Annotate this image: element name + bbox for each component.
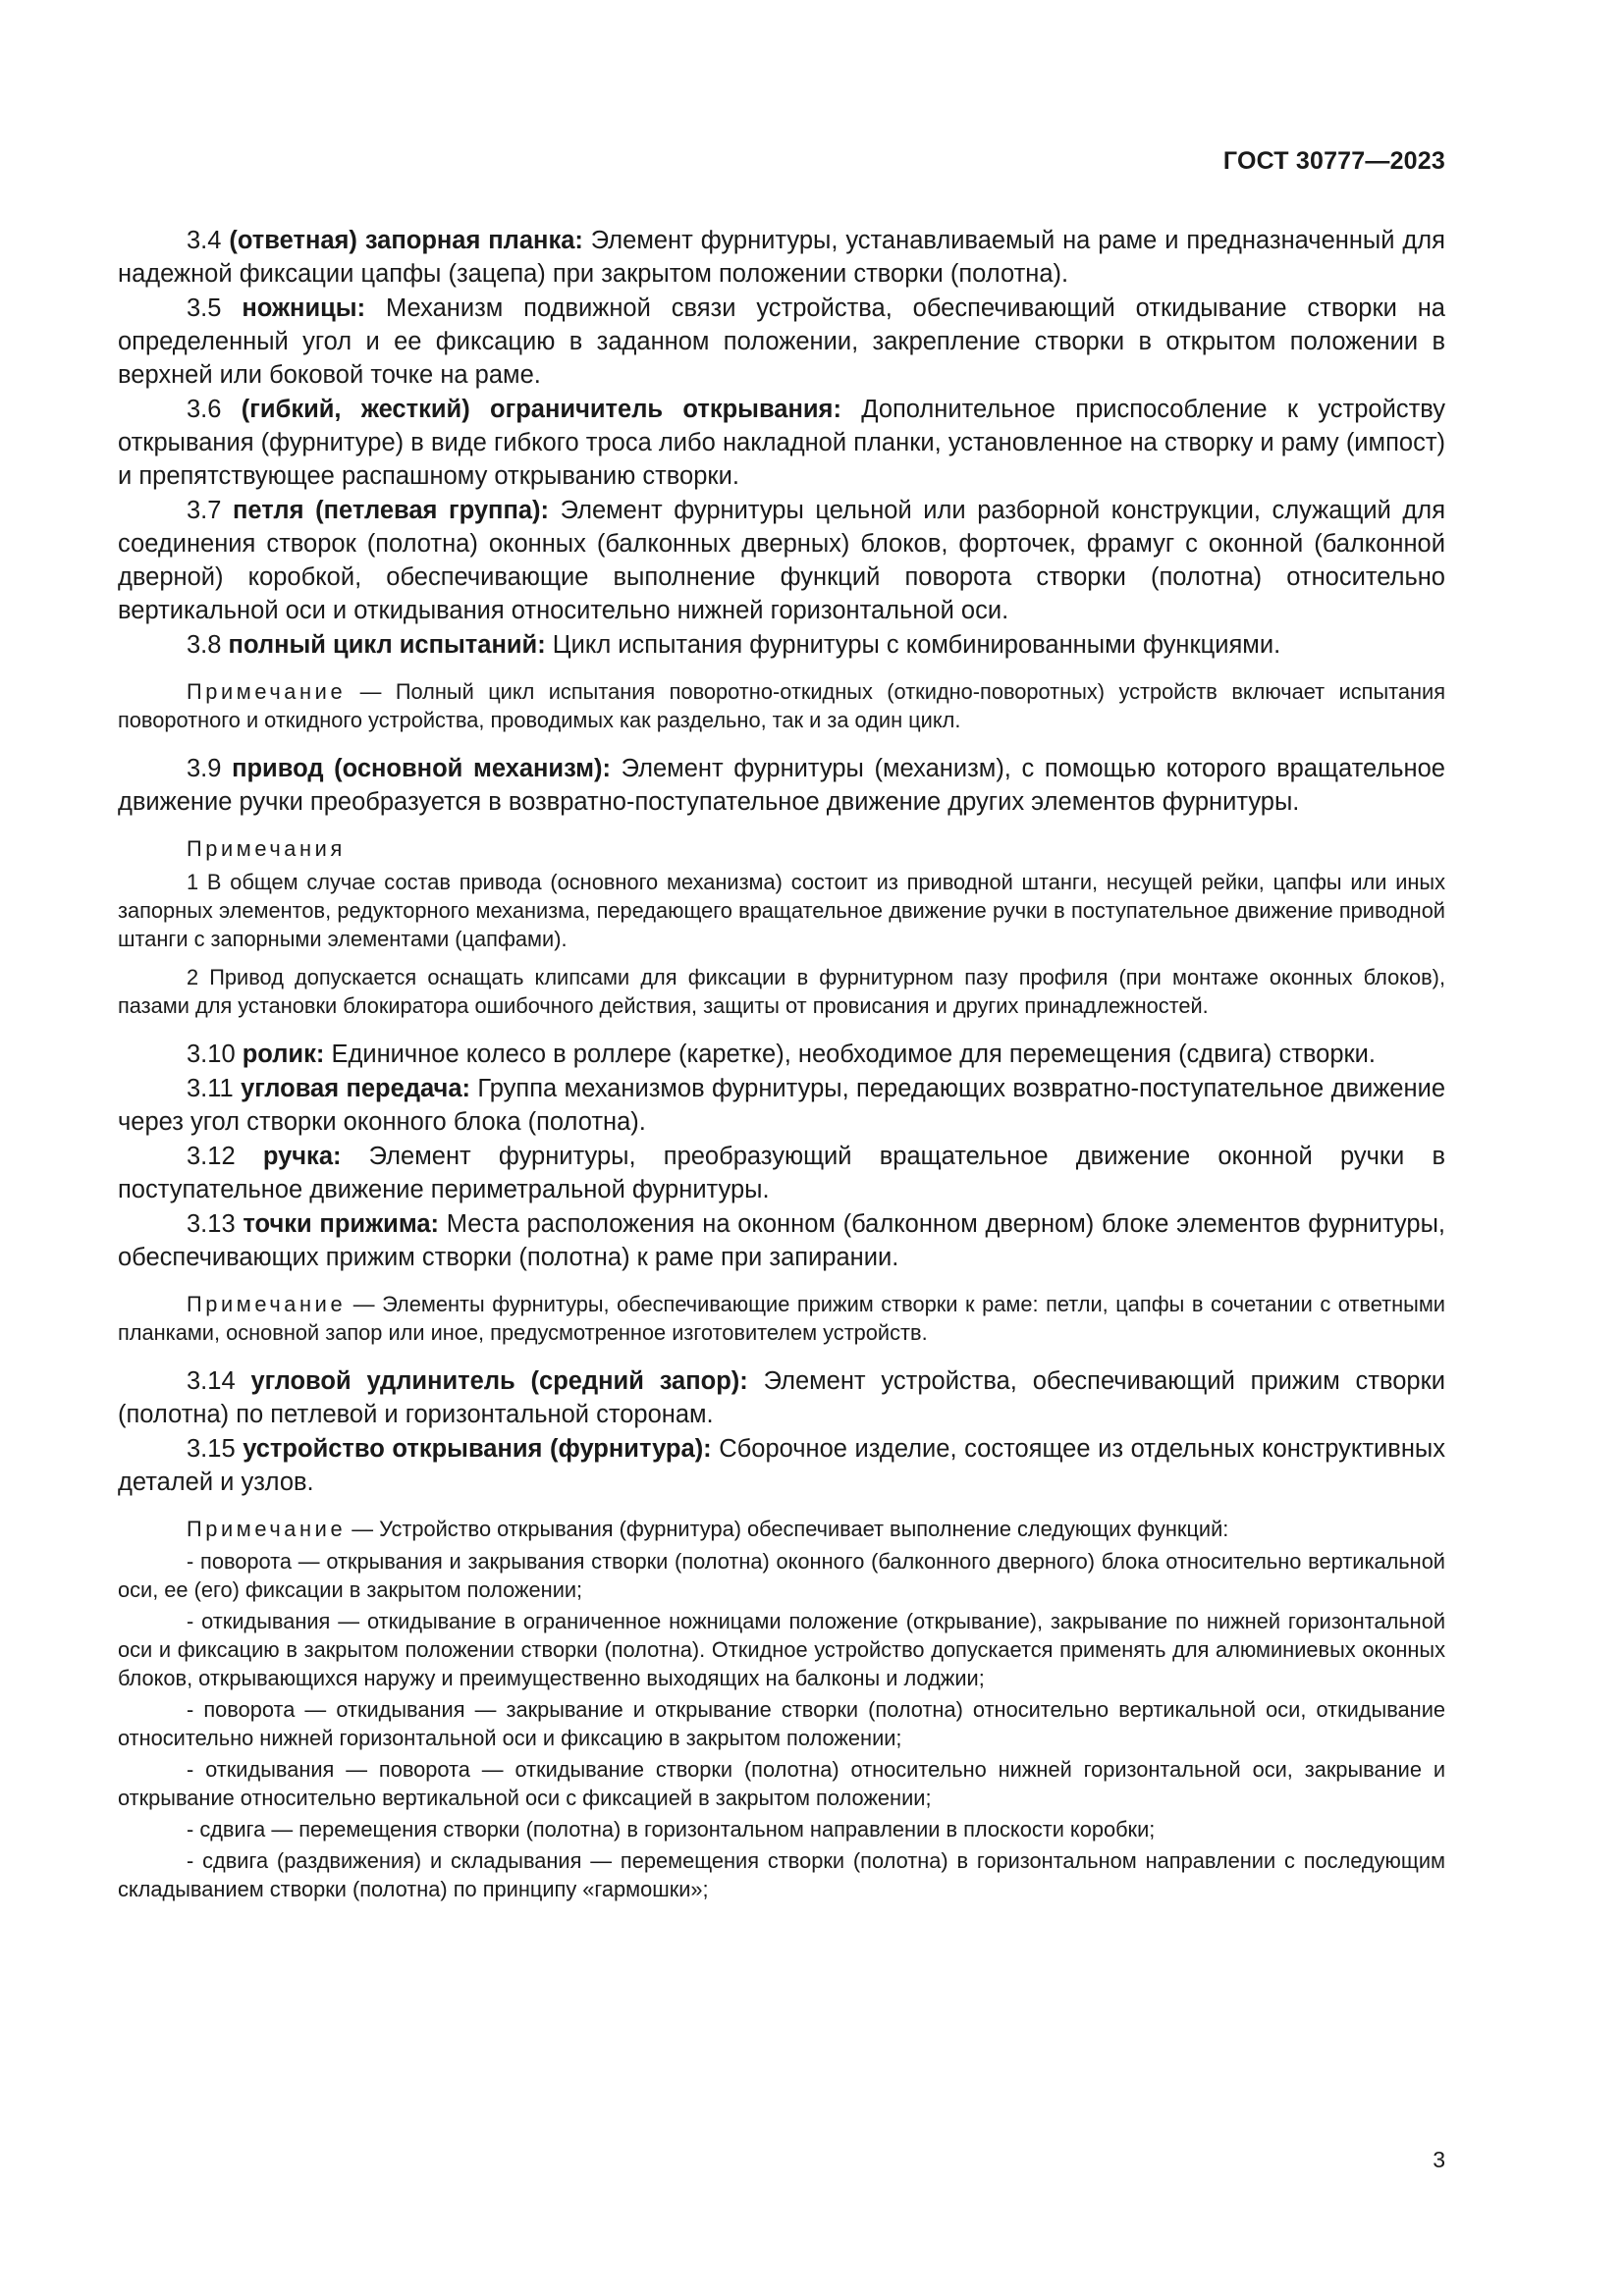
clause-number: 3.11 [187, 1075, 242, 1102]
definition-3-5 [118, 292, 1445, 392]
note-label: Примечание [187, 1292, 347, 1316]
note [118, 677, 1445, 734]
note [118, 1290, 1445, 1347]
definition-3-13 [118, 1207, 1445, 1274]
definition-3-11 [118, 1072, 1445, 1139]
definition-text: Единичное колесо в роллере (каретке), необходимое для перемещения (сдвига) створки. [324, 1041, 1377, 1068]
list-item: - поворота — откидывания — закрывание и открывание створки (полотна) относительно вертикальной оси, откидывание относительно нижней горизонтальной оси и фиксацию в закрытом положении; [118, 1697, 1445, 1750]
note-label: Примечание [187, 1517, 347, 1541]
clause-number: 3.12 [187, 1143, 263, 1170]
clause-number: 3.13 [187, 1210, 244, 1238]
note-block [118, 1290, 1445, 1347]
note-block [118, 677, 1445, 734]
term: угловой удлинитель (средний запор): [250, 1367, 748, 1395]
definition-text: Группа механизмов фурнитуры, передающих возвратно-поступательное движение через угол створки оконного блока (полотна). [118, 1075, 1445, 1136]
clause-number: 3.14 [187, 1367, 251, 1395]
term: точки прижима: [243, 1210, 440, 1238]
term: угловая передача: [241, 1075, 471, 1102]
list-item: - откидывания — откидывание в ограниченное ножницами положение (открывание), закрывание по нижней горизонтальной оси и фиксацию в закрытом положении створки (полотна). Откидное устройство допускается применять для алюминиевых оконных блоков, открывающихся наружу и преимущественно выходящих на балконы и лоджии; [118, 1609, 1445, 1690]
term: (гибкий, жесткий) ограничитель открывания: [241, 396, 841, 423]
term: (ответная) запорная планка: [229, 227, 583, 254]
definition-3-4 [118, 224, 1445, 291]
definition-text: Дополнительное приспособление к устройству открывания (фурнитуре) в виде гибкого троса либо накладной планки, установленное на створку и раму (импост) и препятствующее распашному открыванию створки. [118, 396, 1445, 490]
term: ролик: [242, 1041, 325, 1068]
definition-text: Элемент фурнитуры, преобразующий вращательное движение оконной ручки в поступательное движение периметральной фурнитуры. [118, 1143, 1446, 1203]
clause-number: 3.8 [187, 631, 229, 659]
definition-3-7 [118, 494, 1445, 627]
note-text: — Полный цикл испытания поворотно-откидных (откидно-поворотных) устройств включает испытания поворотного и откидного устройства, проводимых как раздельно, так и за один цикл. [118, 679, 1445, 732]
definition-3-9 [118, 752, 1445, 819]
notes-label: Примечания [187, 836, 346, 861]
definition-3-10 [118, 1038, 1445, 1071]
definition-text: Элемент устройства, обеспечивающий прижим створки (полотна) по петлевой и горизонтальной сторонам. [118, 1367, 1446, 1428]
page-number: 3 [1433, 2147, 1445, 2172]
notes-block [118, 834, 1445, 1020]
definition-3-6 [118, 393, 1445, 493]
document-header: ГОСТ 30777—2023 [1222, 147, 1445, 175]
definition-text: Цикл испытания фурнитуры с комбинированными функциями. [545, 631, 1281, 659]
definition-text: Сборочное изделие, состоящее из отдельных конструктивных деталей и узлов. [118, 1435, 1446, 1496]
definition-text: Места расположения на оконном (балконном дверном) блоке элементов фурнитуры, обеспечивающих прижим створки (полотна) к раме при запирании. [118, 1210, 1445, 1271]
list-item: - сдвига — перемещения створки (полотна) в горизонтальном направлении в плоскости коробки; [187, 1817, 1156, 1842]
term: привод (основной механизм): [232, 755, 611, 782]
note [118, 1515, 1445, 1543]
clause-number: 3.5 [187, 294, 243, 322]
term: петля (петлевая группа): [233, 497, 550, 524]
definition-text: Элемент фурнитуры, устанавливаемый на раме и предназначенный для надежной фиксации цапфы (зацепа) при закрытом положении створки (полотна). [118, 227, 1445, 288]
definition-text: Элемент фурнитуры цельной или разборной конструкции, служащий для соединения створок (полотна) оконных (балконных дверных) блоков, форточек, фрамуг с оконной (балконной дверной) коробкой, обеспечивающие выполнение функций поворота створки (полотна) относительно вертикальной оси и откидывания относительно нижней горизонтальной оси. [118, 497, 1445, 624]
note-text: — Элементы фурнитуры, обеспечивающие прижим створки к раме: петли, цапфы в сочетании с ответными планками, основной запор или иное, предусмотренное изготовителем устройств. [118, 1292, 1445, 1345]
clause-number: 3.9 [187, 755, 233, 782]
definition-3-15 [118, 1432, 1445, 1499]
numbered-note: 1 В общем случае состав привода (основного механизма) состоит из приводной штанги, несущей рейки, цапфы или иных запорных элементов, редукторного механизма, передающего вращательное движение ручки в поступательное движение приводной штанги с запорными элементами (цапфами). [118, 870, 1445, 951]
term: ручка: [262, 1143, 342, 1170]
clause-number: 3.15 [187, 1435, 244, 1463]
definition-text: Элемент фурнитуры (механизм), с помощью которого вращательное движение ручки преобразуется в возвратно-поступательное движение других элементов фурнитуры. [118, 755, 1445, 816]
clause-number: 3.6 [187, 396, 242, 423]
notes-heading [118, 834, 1445, 863]
list-item: - откидывания — поворота — откидывание створки (полотна) относительно нижней горизонтальной оси, закрывание и открывание относительно вертикальной оси с фиксацией в закрытом положении; [118, 1757, 1445, 1810]
definition-text: Механизм подвижной связи устройства, обеспечивающий откидывание створки на определенный угол и ее фиксацию в заданном положении, закрепление створки в открытом положении в верхней или боковой точке на раме. [118, 294, 1445, 389]
numbered-note: 2 Привод допускается оснащать клипсами для фиксации в фурнитурном пазу профиля (при монтаже оконных блоков), пазами для установки блокиратора ошибочного действия, защиты от провисания и других принадлежностей. [118, 965, 1445, 1018]
term: ножницы: [242, 294, 366, 322]
definition-3-8 [118, 628, 1445, 662]
term: полный цикл испытаний: [228, 631, 546, 659]
clause-number: 3.10 [187, 1041, 243, 1068]
list-item: - поворота — открывания и закрывания створки (полотна) оконного (балконного дверного) блока относительно вертикальной оси, ее (его) фиксации в закрытом положении; [118, 1549, 1445, 1602]
note-text: — Устройство открывания (фурнитура) обеспечивает выполнение следующих функций: [346, 1517, 1229, 1541]
clause-number: 3.4 [187, 227, 230, 254]
note-list-block [118, 1515, 1445, 1903]
term: устройство открывания (фурнитура): [243, 1435, 712, 1463]
definition-3-12 [118, 1140, 1445, 1206]
list-item: - сдвига (раздвижения) и складывания — перемещения створки (полотна) в горизонтальном направлении с последующим складыванием створки (полотна) по принципу «гармошки»; [118, 1848, 1445, 1901]
definition-3-14 [118, 1364, 1445, 1431]
note-label: Примечание [187, 679, 347, 704]
document-body [118, 224, 1445, 1921]
clause-number: 3.7 [187, 497, 234, 524]
